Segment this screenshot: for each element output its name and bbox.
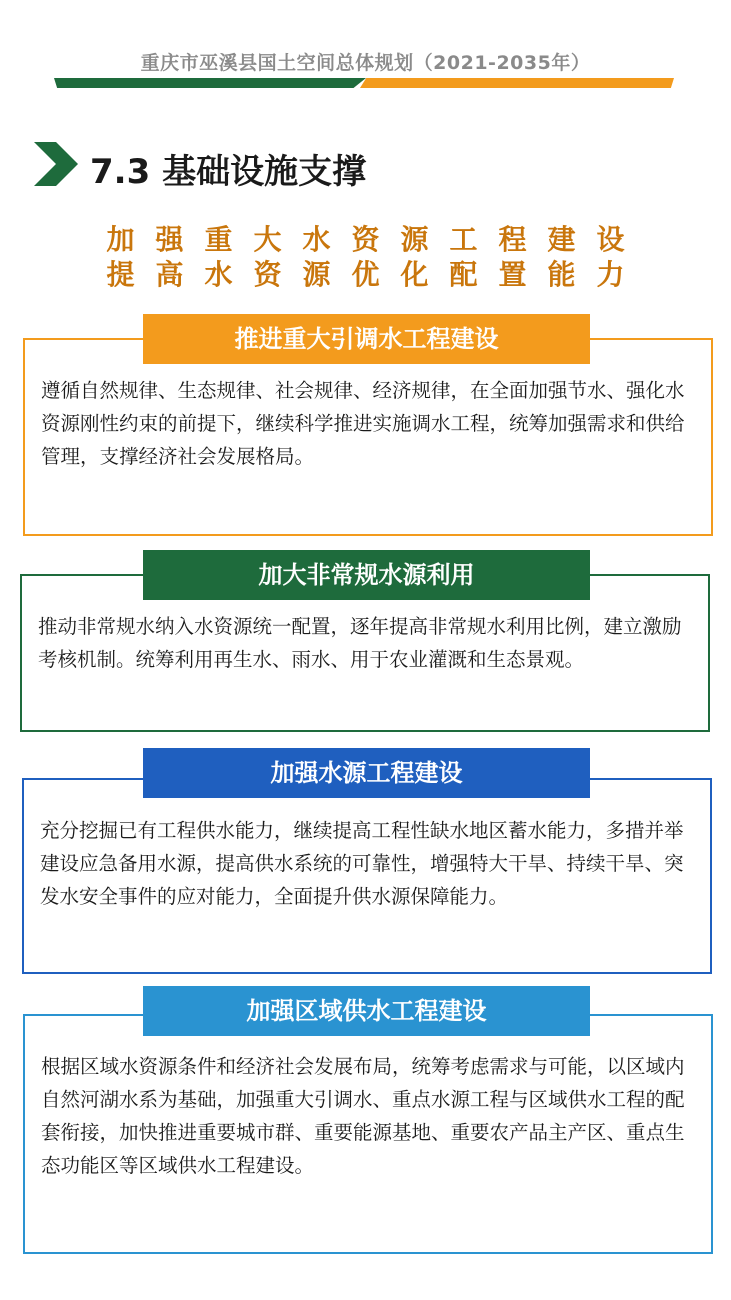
section-subtitle-line2: 提高水资源优化配置能力 xyxy=(106,258,646,291)
card-body-text: 根据区域水资源条件和经济社会发展布局，统筹考虑需求与可能，以区域内自然河湖水系为基础，加强重大引调水、重点水源工程与区域供水工程的配套衔接，加快推进重要城市群、重要能源基地、重要农产品主产区、重点生态功能区等区域供水工程建设。 xyxy=(41,1055,685,1177)
header-bar-green xyxy=(54,78,366,88)
header-bar-orange xyxy=(360,78,674,88)
card-heading-regional-water-supply: 加强区域供水工程建设 xyxy=(143,986,590,1036)
card-water-source-projects xyxy=(22,778,712,974)
document-header-title: 重庆市巫溪县国土空间总体规划（2021-2035年） xyxy=(140,52,591,74)
card-body-text: 推动非常规水纳入水资源统一配置，逐年提高非常规水利用比例，建立激励考核机制。统筹利用再生水、雨水、用于农业灌溉和生态景观。 xyxy=(38,615,682,671)
card-water-diversion xyxy=(23,338,713,536)
chevron-right-icon xyxy=(32,140,80,188)
section-subtitle-line1: 加强重大水资源工程建设 xyxy=(106,223,646,256)
card-body-text: 充分挖掘已有工程供水能力，继续提高工程性缺水地区蓄水能力，多措并举建设应急备用水源，提高供水系统的可靠性，增强特大干旱、持续干旱、突发水安全事件的应对能力，全面提升供水源保障能力。 xyxy=(40,819,684,908)
card-heading-water-diversion: 推进重大引调水工程建设 xyxy=(143,314,590,364)
card-body-text: 遵循自然规律、生态规律、社会规律、经济规律，在全面加强节水、强化水资源刚性约束的前提下，继续科学推进实施调水工程，统筹加强需求和供给管理，支撑经济社会发展格局。 xyxy=(41,379,685,468)
card-heading-water-source-projects: 加强水源工程建设 xyxy=(143,748,590,798)
card-regional-water-supply xyxy=(23,1014,713,1254)
card-heading-unconventional-water: 加大非常规水源利用 xyxy=(143,550,590,600)
section-title: 7.3 基础设施支撑 xyxy=(90,152,367,192)
header-color-bar xyxy=(54,78,674,88)
